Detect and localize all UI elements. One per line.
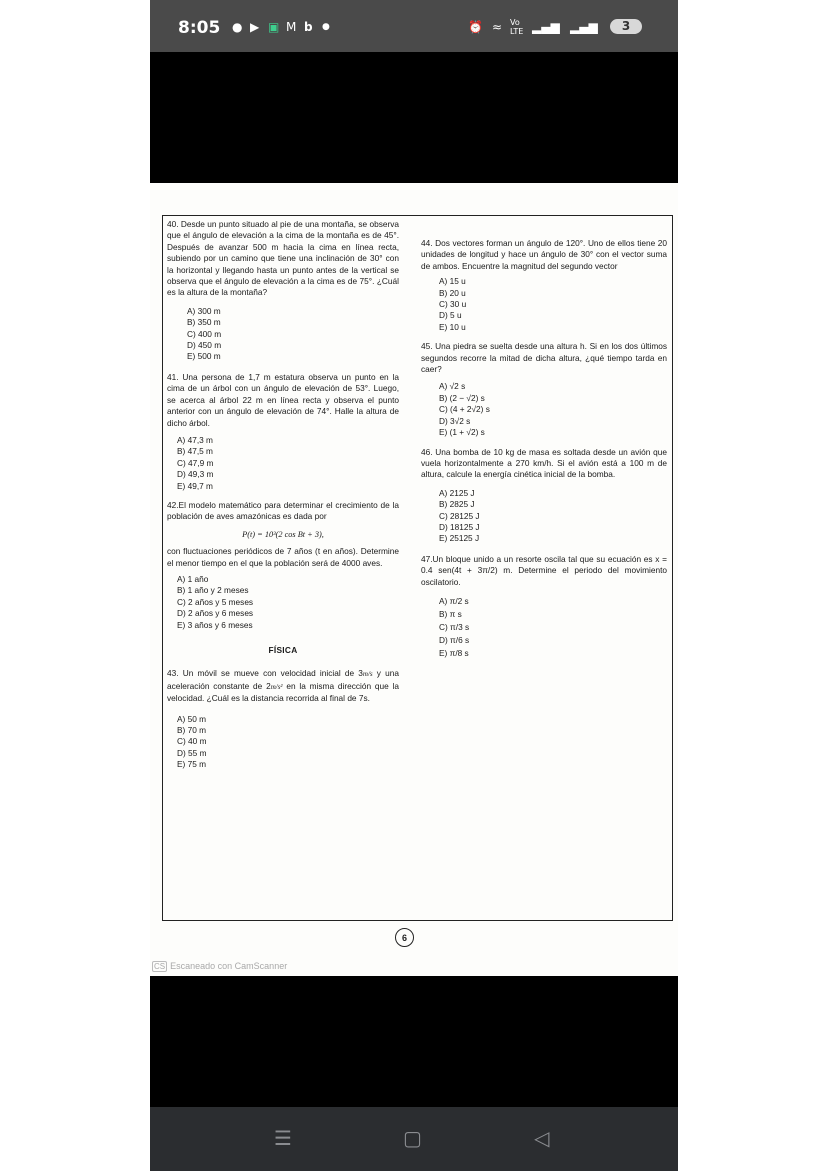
option[interactable]: D) 3√2 s (439, 415, 471, 426)
battery-indicator: 3 (610, 19, 642, 34)
option[interactable]: C) (4 + 2√2) s (439, 404, 490, 415)
option[interactable]: E) 49,7 m (177, 480, 213, 491)
option[interactable]: D) 5 u (439, 310, 462, 321)
option[interactable]: D) 2 años y 6 meses (177, 608, 254, 619)
question-44-options (421, 276, 667, 333)
signal-icon-2: ▂▄▆ (570, 20, 598, 34)
question-40: 40. Desde un punto situado al pie de una montaña, se observa que el ángulo de elevación a la cima de la montaña es de 45°. Después de avanzar 500 m hacia la cima en línea recta, subiendo por un camino que tiene una inclinación de 30° con la horizontal y llegando hasta un punto antes de la vertical se observa que el ángulo de elevación a la cima es de 75°. ¿Cuál es la altura de la montaña? (167, 219, 399, 298)
question-41: 41. Una persona de 1,7 m estatura observa un punto en la cima de un árbol con un ángulo de elevación de 53°. Luego, se acerca al árbol 22 m en línea recta y observa el punto anterior con un ángulo de elevación de 74°. Halle la altura de dicho árbol. (167, 371, 399, 428)
question-47-options (421, 595, 667, 660)
wifi-icon: ≈ (492, 20, 503, 34)
option[interactable]: A) 15 u (439, 276, 466, 287)
option[interactable]: B) 1 año y 2 meses (177, 585, 249, 596)
option[interactable]: E) 3 años y 6 meses (177, 619, 253, 630)
exam-page (162, 215, 673, 921)
page-number: 6 (395, 928, 414, 947)
question-42-continued: con fluctuaciones periódicos de 7 años (t en años). Determine el menor tiempo en el que la población será de 4000 aves. (167, 546, 399, 568)
signal-icon-1: ▂▄▆ (532, 20, 560, 34)
back-icon[interactable]: ◁ (534, 1126, 550, 1150)
question-44: 44. Dos vectores forman un ángulo de 120°. Uno de ellos tiene 20 unidades de longitud y hace un ángulo de 30° con el vector suma de ambos. Encuentre la magnitud del segundo vector (421, 238, 667, 271)
question-46: 46. Una bomba de 10 kg de masa es soltada desde un avión que vuela horizontalmente a 270 km/h. Si el avión está a 100 m de altura, calcule la energía cinética inicial de la bomba. (421, 446, 667, 480)
video-notification-icon: ▶ (250, 20, 260, 34)
option[interactable]: C) π/3 s (439, 621, 470, 632)
option[interactable]: C) 47,9 m (177, 457, 214, 468)
option[interactable]: D) π/6 s (439, 634, 470, 645)
option[interactable]: B) 20 u (439, 287, 466, 298)
option[interactable]: C) 400 m (187, 328, 222, 339)
more-notifications-icon: ● (322, 22, 330, 32)
option[interactable]: E) (1 + √2) s (439, 427, 485, 438)
camscanner-watermark: CS Escaneado con CamScanner (154, 961, 288, 971)
status-time: 8:05 (178, 18, 221, 38)
mail-notification-icon: M (286, 20, 297, 34)
question-42: 42.El modelo matemático para determinar el crecimiento de la población de aves amazónicas es dada por (167, 499, 399, 522)
question-41-options (167, 435, 399, 492)
question-43: 43. Un móvil se mueve con velocidad inicial de 3m/s y una aceleración constante de 2m/s² en la misma dirección que la velocidad. ¿Cuál es la distancia recorrida al final de 7s. (167, 668, 399, 704)
option[interactable]: C) 30 u (439, 299, 467, 310)
option[interactable]: B) π s (439, 608, 462, 619)
question-45: 45. Una piedra se suelta desde una altura h. Si en los dos últimos segundos recorre la mitad de dicha altura, ¿qué tiempo tarda en caer? (421, 341, 667, 375)
scanned-document (150, 183, 678, 976)
option[interactable]: D) 55 m (177, 747, 207, 758)
navigation-bar (150, 1107, 678, 1171)
option[interactable]: B) (2 − √2) s (439, 392, 485, 403)
question-40-options (167, 306, 399, 363)
right-column (421, 216, 667, 660)
app-notification-icon: ▣ (268, 20, 280, 34)
option[interactable]: E) 25125 J (439, 533, 480, 544)
option[interactable]: E) 10 u (439, 321, 466, 332)
option[interactable]: A) 300 m (187, 305, 221, 316)
camscanner-logo-icon: CS (154, 962, 166, 971)
option[interactable]: E) π/8 s (439, 647, 469, 658)
option[interactable]: E) 500 m (187, 351, 221, 362)
option[interactable]: B) 2825 J (439, 499, 475, 510)
chat-notification-icon: ● (232, 20, 243, 34)
question-47: 47.Un bloque unido a un resorte oscila tal que su ecuación es x = 0.4 sen(4t + 3π/2) m. Determine el periodo del movimiento oscilatorio. (421, 553, 667, 587)
home-icon[interactable]: ▢ (403, 1126, 422, 1150)
option[interactable]: A) 47,3 m (177, 434, 213, 445)
question-42-formula: P(t) = 10³(2 cos Bt + 3), (242, 529, 324, 539)
option[interactable]: A) 2125 J (439, 487, 475, 498)
option[interactable]: E) 75 m (177, 759, 207, 770)
question-42-options (167, 574, 399, 631)
option[interactable]: A) √2 s (439, 381, 466, 392)
option[interactable]: A) 1 año (177, 573, 209, 584)
question-46-options (421, 488, 667, 545)
left-column (167, 216, 399, 771)
option[interactable]: C) 40 m (177, 736, 207, 747)
option[interactable]: B) 47,5 m (177, 446, 213, 457)
alarm-icon: ⏰ (468, 20, 483, 34)
option[interactable]: C) 28125 J (439, 510, 480, 521)
recent-apps-icon[interactable]: ☰ (274, 1126, 292, 1150)
option[interactable]: B) 70 m (177, 725, 207, 736)
phone-screen (150, 0, 678, 1171)
option[interactable]: A) 50 m (177, 713, 207, 724)
option[interactable]: D) 18125 J (439, 521, 480, 532)
b-notification-icon: b (304, 20, 313, 34)
option[interactable]: C) 2 años y 5 meses (177, 596, 254, 607)
option[interactable]: B) 350 m (187, 317, 221, 328)
option[interactable]: A) π/2 s (439, 595, 469, 606)
option[interactable]: D) 49,3 m (177, 469, 214, 480)
section-title-fisica: FÍSICA (268, 645, 298, 655)
status-bar (150, 0, 678, 52)
question-43-options (167, 714, 399, 771)
lte-label: Vo LTE (510, 18, 524, 36)
option[interactable]: D) 450 m (187, 340, 222, 351)
question-45-options (421, 381, 667, 438)
